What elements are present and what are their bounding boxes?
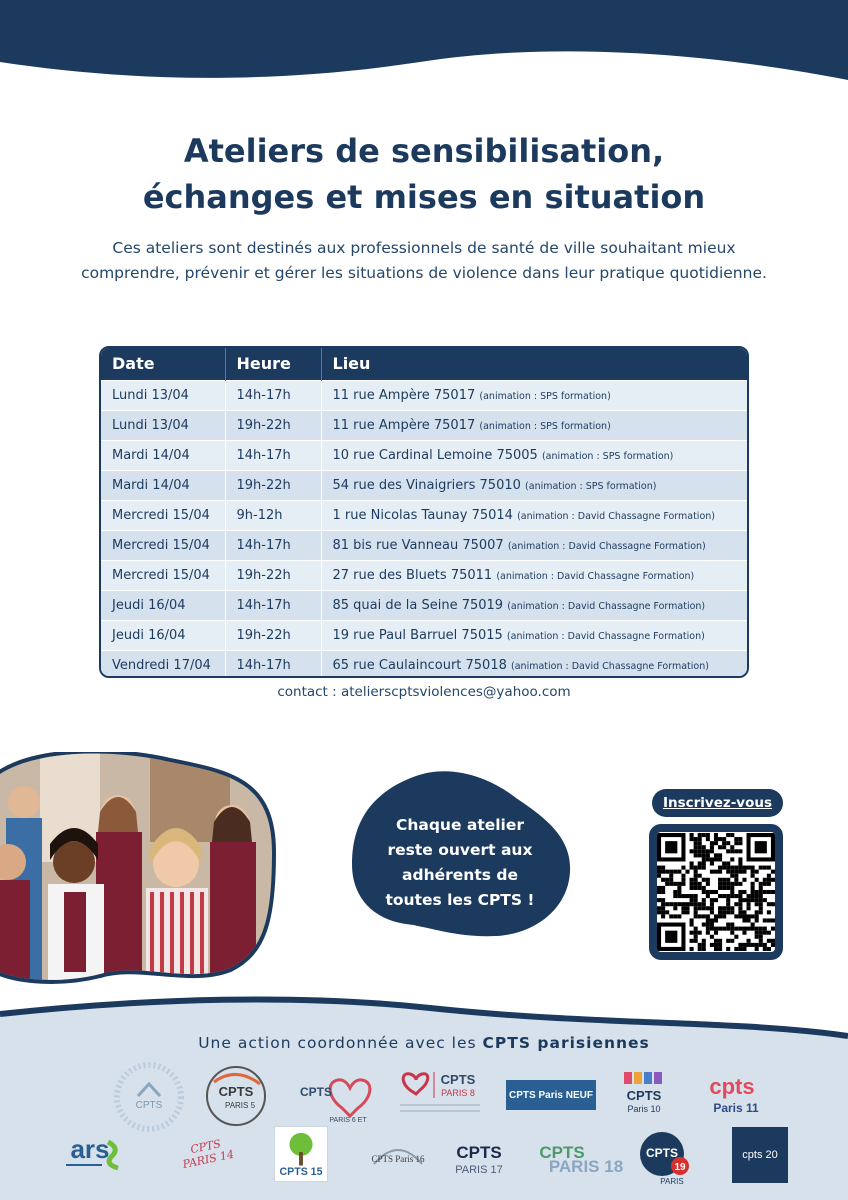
cell-date: Lundi 13/04 [101,410,225,440]
cell-time: 14h-17h [225,530,321,560]
cell-time: 14h-17h [225,380,321,410]
cell-time: 9h-12h [225,500,321,530]
cell-date: Mardi 14/04 [101,440,225,470]
cell-date: Lundi 13/04 [101,380,225,410]
qr-code-frame[interactable] [649,824,783,960]
logo-ars [62,1132,126,1174]
cpts-paris-5-icon [200,1064,272,1128]
cell-place [321,650,747,678]
cell-time: 19h-22h [225,620,321,650]
place-animator: (animation : David Chassagne Formation) [517,510,715,522]
logo-cpts-paris-14 [176,1128,238,1178]
partners-title-prefix: Une action coordonnée avec les [198,1034,477,1052]
logo-cpts-paris-19 [636,1130,692,1186]
logo-subtext: PARIS [660,1177,684,1186]
cpts-paris-17-icon [448,1140,510,1178]
partners-title [0,1034,848,1052]
cell-date: Vendredi 17/04 [101,650,225,678]
signup-button[interactable]: Inscrivez-vous [652,789,783,817]
top-wave-decoration [0,0,848,90]
title-line-1: Ateliers de sensibilisation, [183,132,665,170]
logo-cpts-paris-6 [298,1068,374,1124]
logo-text: CPTS Paris NEUF [509,1089,593,1101]
logo-cpts-paris-20 [732,1127,788,1183]
callout-line-1: Chaque atelier [395,816,525,834]
logo-cpts-paris-8 [394,1068,484,1120]
place-address: 54 rue des Vinaigriers 75010 [332,477,521,493]
place-address: 11 rue Ampère 75017 [332,417,476,433]
logo-text: CPTS [539,1143,585,1162]
logo-cpts-paris-11 [694,1072,770,1116]
page-title [0,128,848,220]
logo-cpts-paris-10 [620,1070,668,1118]
place-animator: (animation : David Chassagne Formation) [511,660,709,672]
qr-code[interactable] [657,832,775,952]
table-row [101,560,747,590]
cell-date: Jeudi 16/04 [101,590,225,620]
health-professionals-photo [0,752,276,984]
place-address: 27 rue des Bluets 75011 [332,567,493,583]
logo-cpts-paris-18 [532,1140,624,1178]
cpts-paris-19-icon [636,1130,692,1186]
place-animator: (animation : David Chassagne Formation) [507,540,706,552]
cell-time: 14h-17h [225,590,321,620]
table-header-row [101,348,747,380]
place-animator: (animation : SPS formation) [525,480,657,492]
logo-cpts-paris-5 [200,1064,272,1128]
cell-place [321,620,747,650]
logo-text: CPTS [645,1146,679,1160]
place-address: 11 rue Ampère 75017 [332,387,476,403]
cpts-paris-8-icon [394,1068,484,1120]
place-address: 19 rue Paul Barruel 75015 [332,627,503,643]
table-row [101,590,747,620]
logo-subtext: PARIS 17 [455,1164,503,1176]
cell-place [321,440,747,470]
logo-text: CPTS [299,1085,333,1099]
place-animator: (animation : SPS formation) [541,450,674,462]
cpts-paris-6-icon [298,1068,374,1124]
cell-time: 19h-22h [225,560,321,590]
logo-subtext: PARIS 18 [548,1157,624,1176]
cell-place [321,500,747,530]
logo-cpts-paris-17 [448,1140,510,1178]
cpts-paris-16-icon [370,1134,426,1176]
callout-line-2: reste ouvert aux [387,841,533,859]
place-animator: (animation : David Chassagne Formation) [496,570,695,582]
cell-place [321,590,747,620]
cell-place [321,380,747,410]
table-row [101,620,747,650]
logo-subtext: Paris 10 [627,1104,661,1114]
cell-date: Mercredi 15/04 [101,560,225,590]
logo-text: CPTS 15 [279,1166,323,1179]
place-animator: (animation : SPS formation) [479,390,611,402]
cell-date: Mercredi 15/04 [101,500,225,530]
cell-time: 19h-22h [225,470,321,500]
cell-date: Mercredi 15/04 [101,530,225,560]
page-subtitle: Ces ateliers sont destinés aux professionnels de santé de ville souhaitant mieux comprendre, prévenir et gérer les situations de violence dans leur pratique quotidienne. [81,239,767,282]
logo-text: CPTS [440,1072,476,1087]
cpts-centre-icon [114,1062,184,1132]
logo-cpts-centre [114,1062,184,1132]
table-row [101,410,747,440]
cell-date: Jeudi 16/04 [101,620,225,650]
cpts-paris-11-icon [694,1072,770,1116]
schedule-table [99,346,749,678]
callout-line-4: toutes les CPTS ! [385,891,535,909]
cell-time: 19h-22h [225,410,321,440]
cell-time: 14h-17h [225,440,321,470]
table-row [101,440,747,470]
table-row [101,380,747,410]
logo-text: ars [70,1134,110,1164]
callout-text [360,813,560,913]
cpts-paris-10-icon [620,1070,668,1118]
logo-cpts-paris-16 [370,1134,426,1176]
cell-place [321,410,747,440]
logo-text: cpts 20 [742,1149,778,1161]
table-row [101,650,747,678]
table-row [101,470,747,500]
contact-email[interactable]: contact : atelierscptsviolences@yahoo.com [277,684,571,700]
cpts-paris-18-icon [532,1140,624,1178]
logo-text: CPTS [456,1143,502,1162]
place-address: 81 bis rue Vanneau 75007 [332,537,504,553]
logo-text: CPTS [626,1088,662,1103]
place-address: 65 rue Caulaincourt 75018 [332,657,507,673]
callout-line-3: adhérents de [402,866,518,884]
logo-cpts-paris-15 [274,1126,328,1182]
logo-text: CPTS [218,1084,254,1099]
cell-place [321,470,747,500]
title-line-2: échanges et mises en situation [142,178,706,216]
column-header-place: Lieu [332,354,371,374]
logo-subtext: PARIS 6 ET [329,1117,367,1124]
partners-title-bold: CPTS parisiennes [482,1034,650,1052]
table-row [101,530,747,560]
cell-place [321,530,747,560]
ars-icon [62,1132,126,1174]
cell-place [321,560,747,590]
place-animator: (animation : SPS formation) [479,420,611,432]
logo-cpts-paris-9 [506,1080,596,1110]
cpts-paris-15-icon [275,1126,327,1182]
logo-text: CPTS Paris 16 [371,1154,425,1164]
cell-date: Mardi 14/04 [101,470,225,500]
logo-subtext: PARIS 5 [224,1101,256,1110]
logo-subtext: PARIS 8 [441,1088,475,1098]
logo-text: CPTS PARIS 14 [181,1137,236,1172]
place-address: 10 rue Cardinal Lemoine 75005 [332,447,538,463]
place-animator: (animation : David Chassagne Formation) [507,600,706,612]
table-row [101,500,747,530]
place-address: 1 rue Nicolas Taunay 75014 [332,507,513,523]
logo-text: CPTS [135,1100,163,1111]
cell-time: 14h-17h [225,650,321,678]
place-address: 85 quai de la Seine 75019 [332,597,504,613]
place-animator: (animation : David Chassagne Formation) [506,630,705,642]
logo-subtext: Paris 11 [713,1101,759,1115]
logo-number: 19 [674,1162,686,1173]
column-header-date: Date [101,348,225,380]
column-header-time: Heure [225,348,321,380]
logo-text: cpts [709,1074,755,1099]
